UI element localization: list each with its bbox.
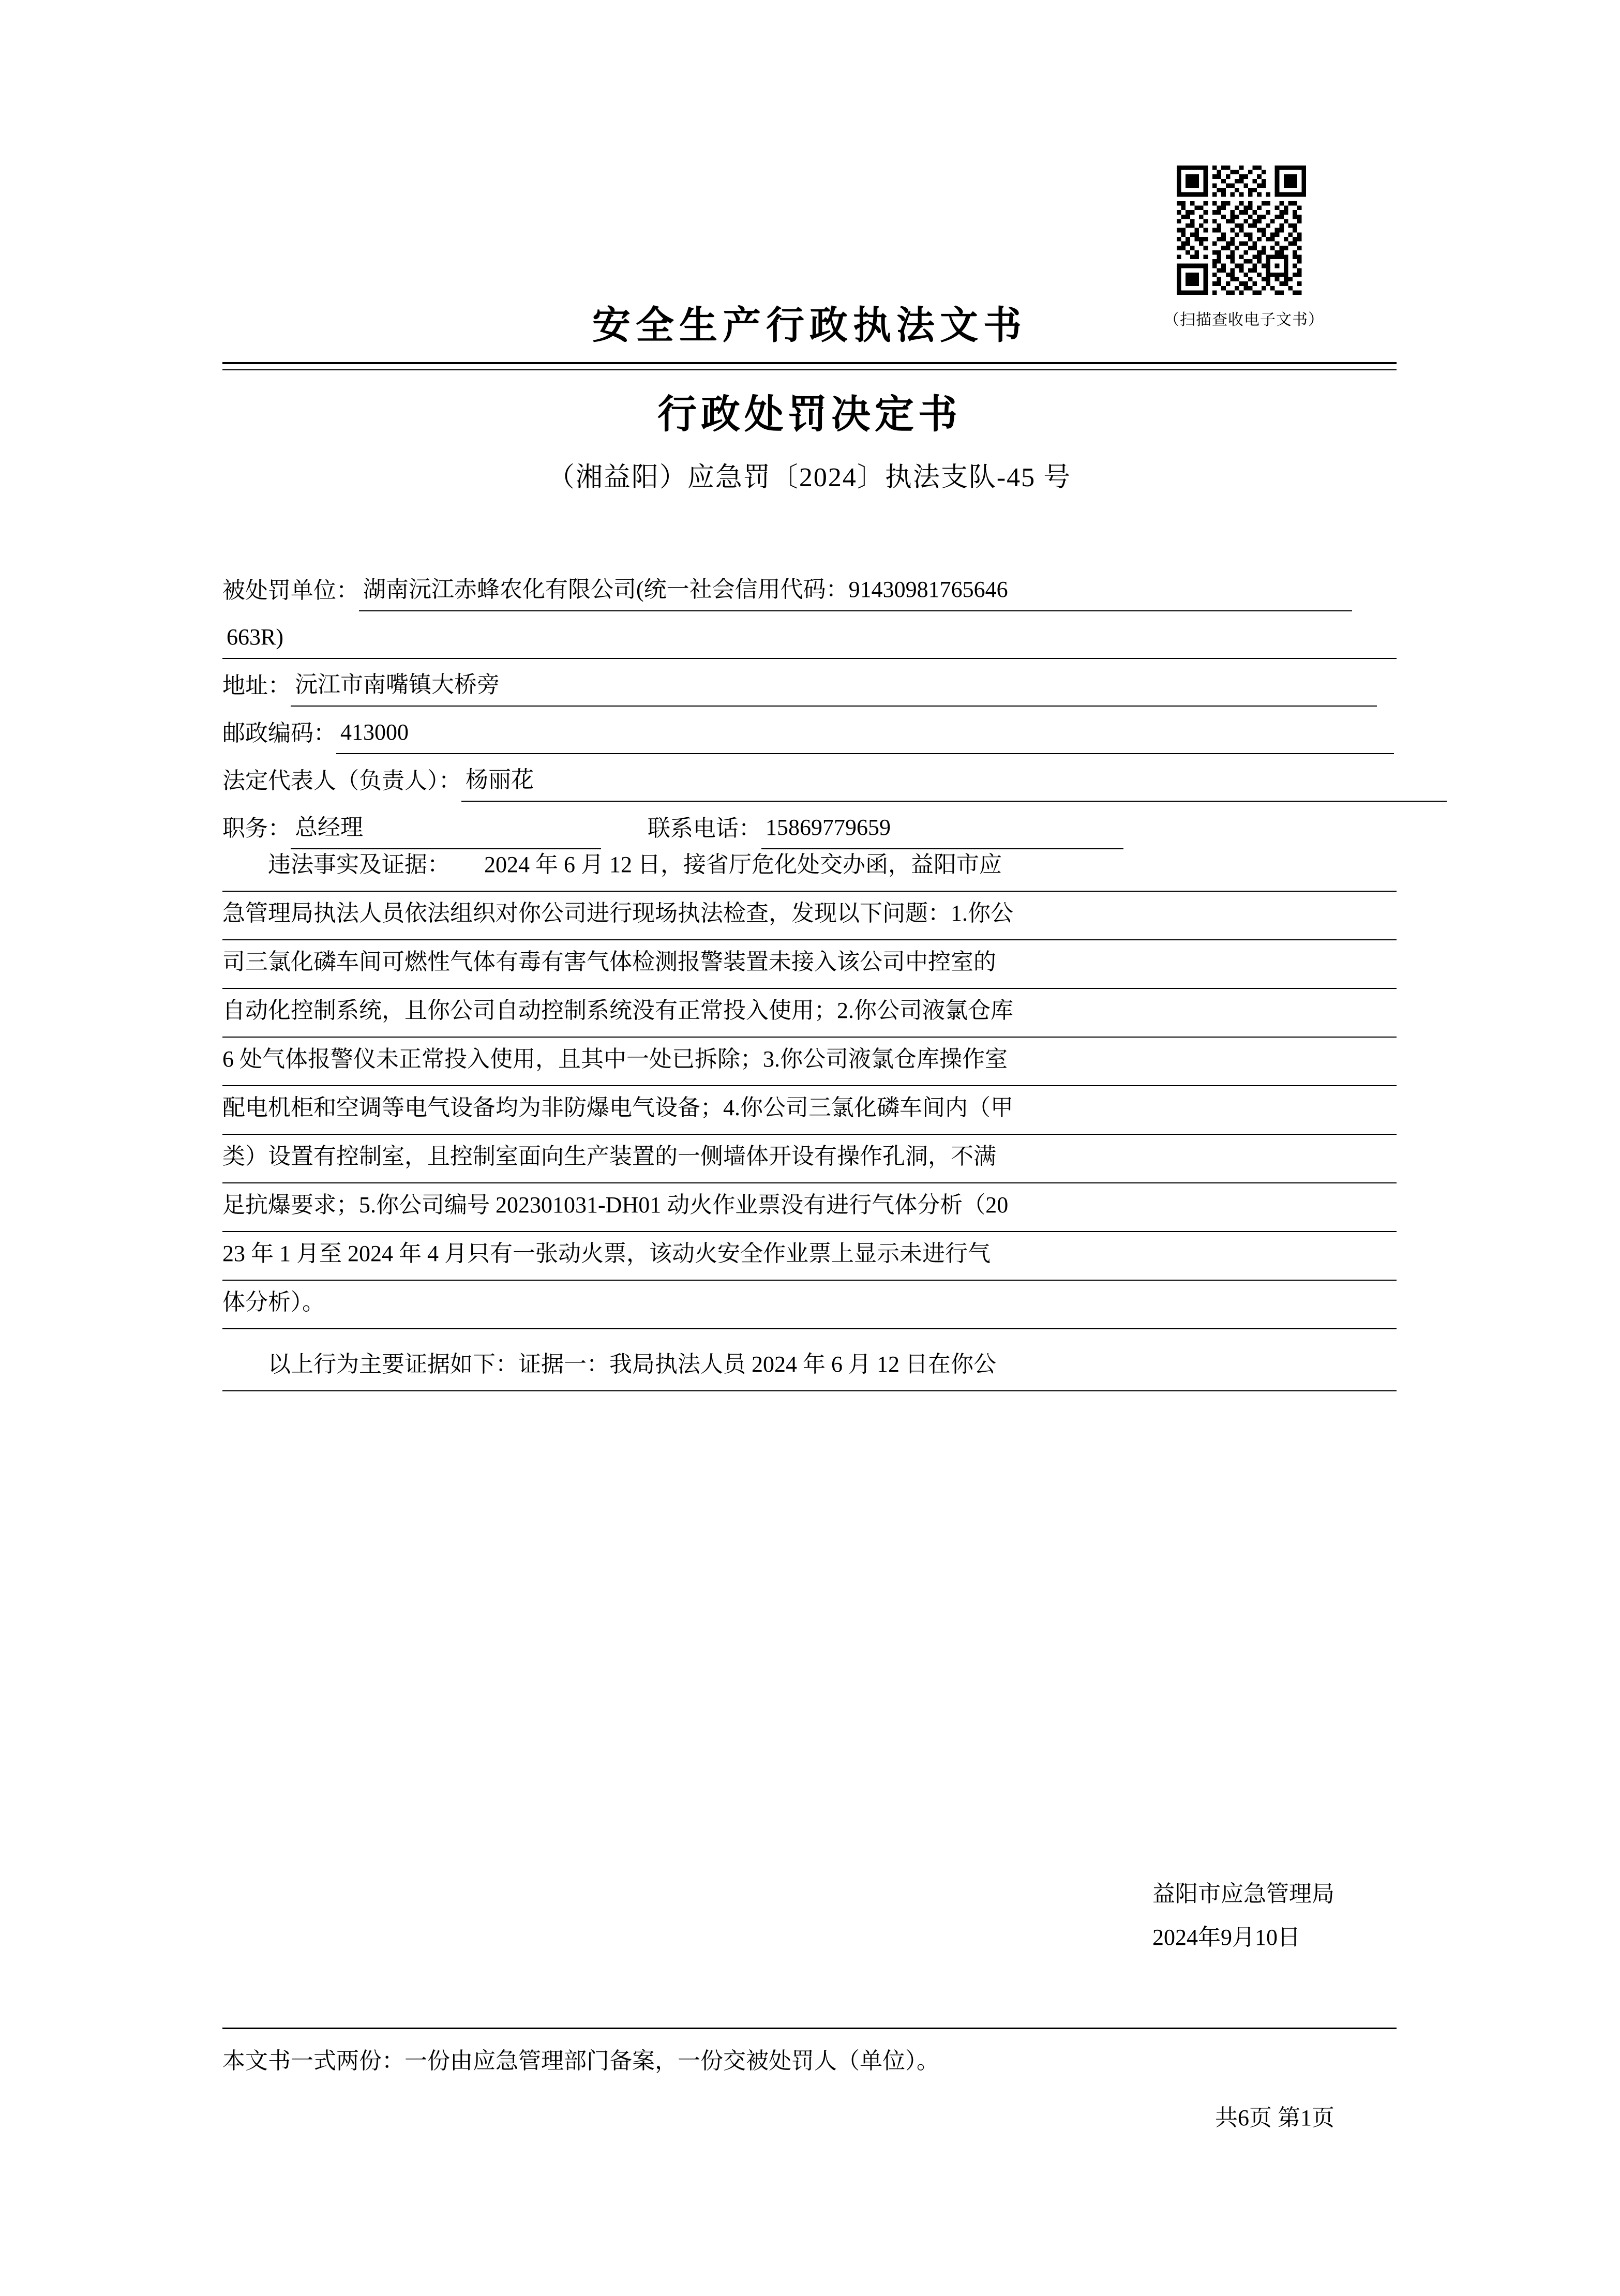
field-value-phone[interactable]: 15869779659 xyxy=(761,807,1123,849)
field-label-address: 地址： xyxy=(222,673,291,698)
body-line: 违法事实及证据： 2024 年 6 月 12 日，接省厅危化处交办函，益阳市应 xyxy=(222,843,1397,892)
document-subtitle: 行政处罚决定书 xyxy=(657,393,962,437)
violation-facts-block xyxy=(222,843,1397,1391)
body-line-evidence: 以上行为主要证据如下：证据一：我局执法人员 2024 年 6 月 12 日在你公 xyxy=(222,1343,1397,1391)
body-line: 配电机柜和空调等电气设备均为非防爆电气设备；4.你公司三氯化磷车间内（甲 xyxy=(222,1086,1397,1135)
document-number: （湘益阳）应急罚〔2024〕执法支队-45 号 xyxy=(547,463,1072,492)
field-value-job[interactable]: 总经理 xyxy=(291,807,601,849)
body-line: 6 处气体报警仪未正常投入使用，且其中一处已拆除；3.你公司液氯仓库操作室 xyxy=(222,1038,1397,1086)
field-value-address[interactable]: 沅江市南嘴镇大桥旁 xyxy=(291,664,1377,707)
body-line: 司三氯化磷车间可燃性气体有毒有害气体检测报警装置未接入该公司中控室的 xyxy=(222,940,1397,989)
body-spacer xyxy=(222,1329,1397,1343)
body-line: 类）设置有控制室，且控制室面向生产装置的一侧墙体开设有操作孔洞，不满 xyxy=(222,1135,1397,1183)
field-punished-unit-cont xyxy=(222,617,1397,664)
document-title: 安全生产行政执法文书 xyxy=(592,305,1027,347)
field-value-postcode[interactable]: 413000 xyxy=(336,712,1394,754)
body-line: 体分析）。 xyxy=(222,1281,1397,1329)
body-line: 自动化控制系统，且你公司自动控制系统没有正常投入使用；2.你公司液氯仓库 xyxy=(222,989,1397,1038)
qr-code-icon xyxy=(1177,166,1306,295)
field-punished-unit xyxy=(222,569,1397,617)
footer-divider xyxy=(222,2028,1397,2029)
footer-page-number: 共6页 第1页 xyxy=(1215,2105,1334,2130)
field-label-punished-unit: 被处罚单位： xyxy=(222,578,359,603)
body-line: 急管理局执法人员依法组织对你公司进行现场执法检查，发现以下问题：1.你公 xyxy=(222,892,1397,940)
signature-org: 益阳市应急管理局 xyxy=(1152,1881,1334,1907)
field-value-punished-unit-cont[interactable]: 663R) xyxy=(222,617,1397,659)
page-content xyxy=(222,0,1397,2296)
signature-block xyxy=(1152,1872,1334,1959)
field-list xyxy=(222,569,1397,854)
footer-note: 本文书一式两份：一份由应急管理部门备案，一份交被处罚人（单位）。 xyxy=(222,2048,939,2074)
body-line: 23 年 1 月至 2024 年 4 月只有一张动火票，该动火安全作业票上显示未进行气 xyxy=(222,1232,1397,1281)
field-label-legal-rep: 法定代表人（负责人）： xyxy=(222,768,461,793)
field-label-job: 职务： xyxy=(222,816,291,841)
field-legal-rep xyxy=(222,759,1397,807)
field-address xyxy=(222,664,1397,712)
qr-caption: （扫描查收电子文书） xyxy=(1164,311,1324,328)
field-label-postcode: 邮政编码： xyxy=(222,721,336,746)
field-value-punished-unit[interactable]: 湖南沅江赤蜂农化有限公司(统一社会信用代码：91430981765646 xyxy=(359,569,1352,611)
signature-date: 2024年9月10日 xyxy=(1152,1925,1300,1950)
body-line: 足抗爆要求；5.你公司编号 202301031-DH01 动火作业票没有进行气体分析（20 xyxy=(222,1183,1397,1232)
title-divider xyxy=(222,362,1397,370)
field-label-phone: 联系电话： xyxy=(648,816,761,841)
field-postcode xyxy=(222,712,1397,759)
field-value-legal-rep[interactable]: 杨丽花 xyxy=(461,759,1447,802)
